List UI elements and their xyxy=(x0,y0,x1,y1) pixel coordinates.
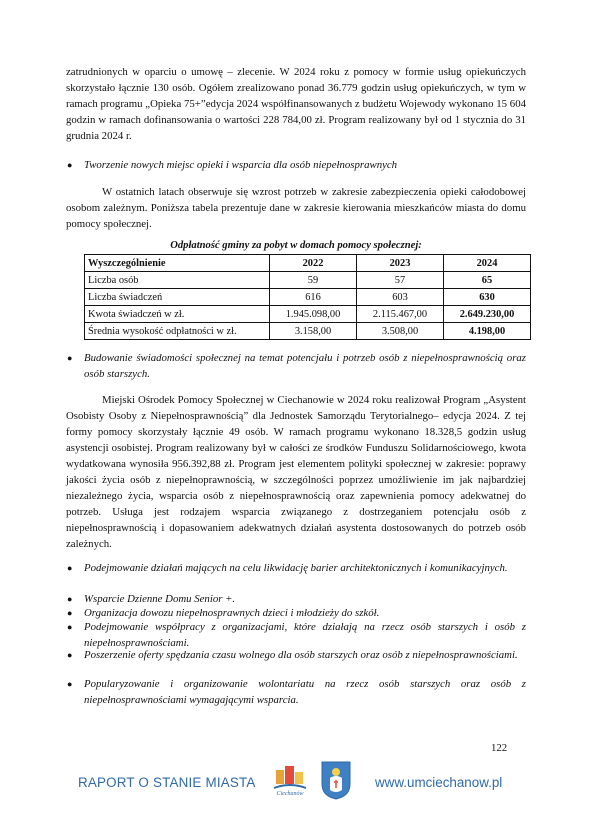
table-cell: Liczba osób xyxy=(85,272,270,289)
header-cell: 2022 xyxy=(270,255,357,272)
table-header-row xyxy=(85,255,531,272)
bullet-dot-icon: ● xyxy=(67,594,73,604)
table-cell: 65 xyxy=(444,272,531,289)
table-cell: 2.115.467,00 xyxy=(357,306,444,323)
table-row xyxy=(85,289,531,306)
table-cell: 630 xyxy=(444,289,531,306)
page-number: 122 xyxy=(491,742,508,754)
paragraph-assistant-program: Miejski Ośrodek Pomocy Społecznej w Ciechanowie w 2024 roku realizował Program „Asystent Osobisty Osoby z Niepełnosprawnością” dla Jednostek Samorządu Terytorialnego– edycja 2024. Z tej formy pomocy skorzystały łącznie 49 osób. W ramach programu wykonano 18.328,5 godzin usług asystencji osobistej. Program realizowany był w całości ze środków Funduszu Solidarnościowego, kwota wydatkowana wynosiła 956.392,88 zł. Program jest elementem polityki społecznej w zakresie: poprawy jakości życia osób z niepełnoprawnością, w szczególności poprzez umożliwienie im jak najbardziej niezależnego życia, wsparcia osób z niepełnosprawnością oraz zapewnienia pomocy adekwatnej do potrzeb. Usługa jest rodzajem wsparcia związanego z dostrzeganiem potencjału osób z niepełnosprawnością i dopasowaniem adekwatnych działań asystenta dostosowanych do potrzeb osób zależnych. xyxy=(66,394,526,550)
table-caption: Odpłatność gminy za pobyt w domach pomocy społecznej: xyxy=(170,240,422,251)
table-cell: 2.649.230,00 xyxy=(444,306,531,323)
bullet-awareness xyxy=(67,351,526,382)
bullet-text: Wsparcie Dzienne Domu Senior +. xyxy=(84,593,236,605)
table-cell: 3.508,00 xyxy=(357,323,444,340)
bullet-text: Organizacja dowozu niepełnosprawnych dzieci i młodzieży do szkół. xyxy=(84,607,380,619)
table-cell: 603 xyxy=(357,289,444,306)
bullet-text: Podejmowanie działań mających na celu likwidację barier architektonicznych i komunikacyjnych. xyxy=(84,562,508,574)
city-logo-icon xyxy=(270,762,310,798)
paragraph-services: zatrudnionych w oparciu o umowę – zlecenie. W 2024 roku z pomocy w formie usług opiekuńczych skorzystało łącznie 130 osób. Ogółem zrealizowano ponad 36.779 godzin usług opiekuńczych, w tym w ramach programu „Opieka 75+”edycja 2024 współfinansowanych z budżetu Wojewody wykonano 15 604 godzin w ramach dofinansowania o wartości 228 784,00 zł. Program realizowany był od 1 stycznia do 31 grudnia 2024 r. xyxy=(66,66,526,142)
bullet-dot-icon: ● xyxy=(67,160,73,170)
list-item xyxy=(67,648,526,664)
table-row xyxy=(85,323,531,340)
svg-text:Ciechanów: Ciechanów xyxy=(276,791,304,797)
table-cell: 1.945.098,00 xyxy=(270,306,357,323)
table-cell: 616 xyxy=(270,289,357,306)
footer-website-link[interactable]: www.umciechanow.pl xyxy=(375,775,503,790)
table-cell: 3.158,00 xyxy=(270,323,357,340)
list-item xyxy=(67,561,526,577)
coat-of-arms-icon xyxy=(320,760,352,800)
bullet-text: Budowanie świadomości społecznej na temat potencjału i potrzeb osób z niepełnosprawnością oraz osób starszych. xyxy=(84,352,526,380)
bullet-text: Podejmowanie współpracy z organizacjami, które działają na rzecz osób starszych i osób z niepełnosprawnościami. xyxy=(84,621,526,649)
bullet-dot-icon: ● xyxy=(67,353,73,363)
paragraph-care-needs: W ostatnich latach obserwuje się wzrost potrzeb w zakresie zabezpieczenia opieki całodobowej osobom zależnym. Poniższa tabela prezentuje dane w zakresie kierowania mieszkańców miasta do domu pomocy społecznej. xyxy=(66,186,526,230)
table-cell: 59 xyxy=(270,272,357,289)
bullet-new-care-places xyxy=(67,158,526,174)
bullet-text: Tworzenie nowych miejsc opieki i wsparcia dla osób niepełnosprawnych xyxy=(84,159,398,171)
list-item xyxy=(67,620,526,651)
table-cell: Kwota świadczeń w zł. xyxy=(85,306,270,323)
bullet-dot-icon: ● xyxy=(67,679,73,689)
header-cell: 2023 xyxy=(357,255,444,272)
bullet-dot-icon: ● xyxy=(67,650,73,660)
table-cell: Średnia wysokość odpłatności w zł. xyxy=(85,323,270,340)
table-cell: 4.198,00 xyxy=(444,323,531,340)
table-cell: 57 xyxy=(357,272,444,289)
bullet-dot-icon: ● xyxy=(67,622,73,632)
bullet-text: Poszerzenie oferty spędzania czasu wolnego dla osób starszych oraz osób z niepełnosprawnościami. xyxy=(84,649,518,661)
list-item xyxy=(67,677,526,708)
header-cell: 2024 xyxy=(444,255,531,272)
bullet-text: Popularyzowanie i organizowanie wolontariatu na rzecz osób starszych oraz osób z niepełnosprawnościami wymagającymi wsparcia. xyxy=(84,678,526,706)
table-row xyxy=(85,306,531,323)
bullet-dot-icon: ● xyxy=(67,608,73,618)
payments-table xyxy=(84,254,531,340)
bullet-dot-icon: ● xyxy=(67,563,73,573)
table-row xyxy=(85,272,531,289)
header-cell: Wyszczególnienie xyxy=(85,255,270,272)
table-cell: Liczba świadczeń xyxy=(85,289,270,306)
footer-report-title: RAPORT O STANIE MIASTA xyxy=(78,775,256,790)
